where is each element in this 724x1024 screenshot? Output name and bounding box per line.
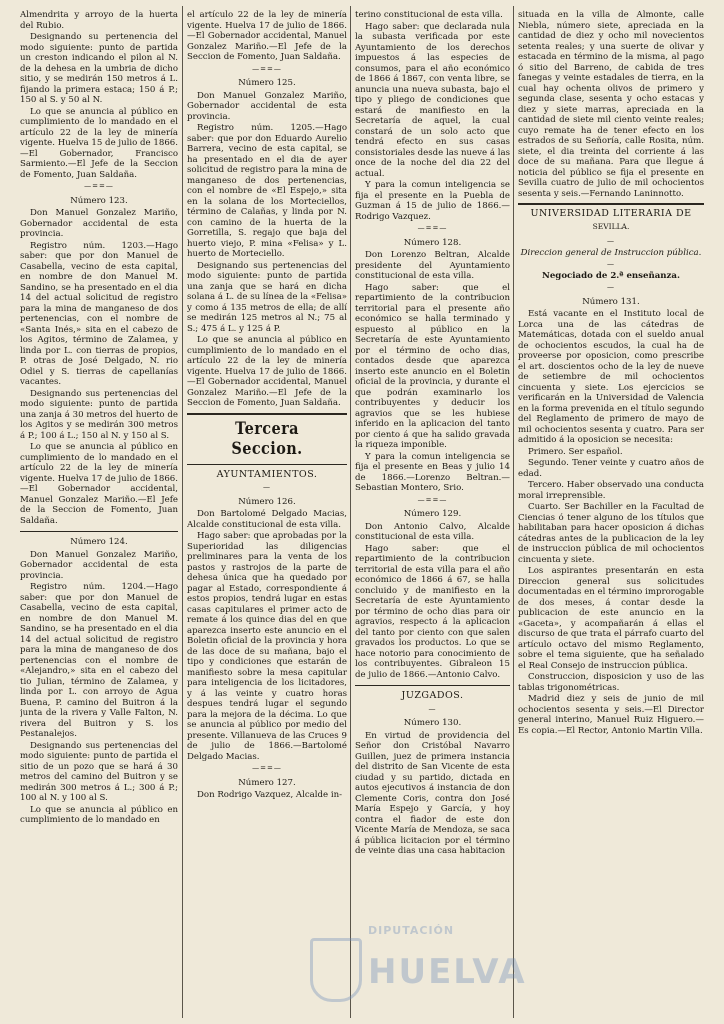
paragraph: Designando sus pertenencias del modo siguiente: punto de partida el sitio de un pozo que se hará á 30 metros del camino del Buitron y se medirán 300 metros á L.; 300 á P.; 100 al N. y 100 al S. [20, 740, 178, 803]
separator: — [607, 260, 615, 268]
notice-number: Número 123. [70, 195, 128, 206]
paragraph: Don Manuel Gonzalez Mariño, Gobernador accidental de esta provincia. [20, 549, 178, 581]
paragraph: Y para la comun inteligencia se fija el presente en Beas y julio 14 de 1866.—Lorenzo Beltran.—Sebastian Montero, Srio. [355, 451, 510, 493]
paragraph: Construccion, disposicion y uso de las tablas trigonométricas. [518, 672, 704, 693]
notice-number: Número 131. [582, 296, 640, 307]
column-rule [350, 6, 351, 1018]
section-subheading: SEVILLA. [592, 221, 630, 231]
notice-number: Número 130. [403, 718, 462, 728]
paragraph: Está vacante en el Instituto local de Lorca una de las cátedras de Matemáticas, dotada con el sueldo anual de ochocientos escudos, la cual ha de proveerse por oposicion, como prescribe el art. doscientos ocho de la ley de nueve de setiembre de mil ochocientos cincuenta y siete. Los ejercicios se verificarán en la Universidad de Valencia en la forma prevenida en el título segundo del Reglamento de primero de mayo de mil ochocientos sesenta y cuatro. Para ser admitido á la oposicion se necesita: [518, 309, 704, 445]
notice-number: Número 127. [238, 777, 296, 788]
paragraph: Don Manuel Gonzalez Mariño, Gobernador accidental de esta provincia. [20, 208, 178, 239]
paragraph: Hago saber: que el repartimiento de la contribucion territorial de esta villa para el año económico de 1866 á 67, se halla concluido y de manifiesto en la Secretaría de este Ayuntamiento por término de ocho dias para oir agravios, respecto á la aplicacion del tanto por ciento con que salen gravados los productos. Lo que se hace notorio para conocimiento de los contribuyentes. Gibraleon 15 de julio de 1866.—Antonio Calvo. [355, 543, 510, 680]
paragraph: Registro núm. 1205.—Hago saber: que por don Eduardo Aurelio Barrera, vecino de esta capital, se ha presentado en el dia de ayer solicitud de registro para la mina de manganeso de dos pertenencias, con el nombre de «El Espejo,» sita en la solana de los Morteciellos, término de Calañas, y linda por N. con camino de la huerta de la Gorretilla, S. regajo que baja del huerto viejo, P. mina «Felisa» y L. huerto de Morteciello. [187, 123, 347, 259]
separator: —==— [252, 64, 282, 73]
paragraph: Registro núm. 1204.—Hago saber: que por don Manuel de Casabella, vecino de esta capital, en nombre de don Manuel M. Sandino, se ha presentado en el dia 14 del actual solicitud de registro para la mina de manganeso de dos pertenencias con el nombre de «Alejandro,» sita en el cabezo del tio Julian, término de Zalamea, y linda por L. con arroyo de Agua Buena, P. camino del Buitron á la junta de la rivera y Valle Falton, N. rivera del Buitron y S. los Pestanalejos. [20, 582, 178, 739]
double-rule [187, 413, 347, 415]
paragraph: Lo que se anuncia al público en cumplimiento de lo mandado en [20, 804, 178, 825]
separator: — [428, 704, 437, 713]
separator: — [607, 283, 615, 291]
paragraph: Hago saber: que declarada nula la subasta verificada por este Ayuntamiento de los derechos impuestos á las especies de consumos, para el año económico de 1866 á 1867, con venta libre, se anuncia una nueva subasta, bajo el tipo y pliego de condiciones que estará de manifiesto en la Secretaría de aquel, la cual constará de un solo acto que tendrá efecto en sus casas consistoriales desde las nueve á las once de la noche del dia 22 del actual. [355, 21, 510, 179]
rule [20, 531, 178, 532]
section-heading: UNIVERSIDAD LITERARIA DE [530, 208, 692, 219]
paragraph: Lo que se anuncia al público en cumplimiento de lo mandado en el artículo 22 de la ley de minería vigente. Huelva 17 de julio de 1866.—El Gobernador accidental, Manuel Gonzalez Mariño.—El Jefe de la Seccion de Fomento, Juan Saldaña. [20, 442, 178, 526]
separator: —==— [84, 182, 114, 190]
paragraph: Don Antonio Calvo, Alcalde constitucional de esta villa. [355, 521, 510, 542]
column-rule [513, 6, 514, 1018]
column-4 [518, 10, 704, 1020]
rule [355, 685, 510, 686]
notice-number: Número 129. [403, 509, 462, 519]
paragraph: terino constitucional de esta villa. [355, 10, 503, 20]
paragraph: Almendrita y arroyo de la huerta del Rubio. [20, 10, 178, 31]
italic-heading: Direccion general de Instruccion pública. [520, 247, 702, 258]
watermark-top: DIPUTACIÓN [368, 924, 455, 937]
separator: —==— [417, 495, 448, 504]
section-heading: AYUNTAMIENTOS. [216, 468, 318, 480]
paragraph: Don Rodrigo Vazquez, Alcalde in- [197, 790, 343, 800]
paragraph: Designando sus pertenencias del modo siguiente: punto de partida una zanja que se hará en dicha solana á L. de su línea de la «Felisa» y como á 135 metros de ella; de allí se medirán 125 metros al N.; 75 al S.; 475 á L. y 125 á P. [187, 260, 347, 334]
paragraph: Tercero. Haber observado una conducta moral irreprensible. [518, 480, 704, 501]
paragraph: Cuarto. Ser Bachiller en la Facultad de Ciencias ó tener alguno de los títulos que habilitaban para hacer oposicion á dichas cátedras antes de la publicacion de la ley de instruccion pública de mil ochocientos cincuenta y siete. [518, 502, 704, 565]
paragraph: Designando su pertenencia del modo siguiente: punto de partida un creston indicando el pilon al N. de la dehesa en la umbria de dicho sitio, y se medirán 150 metros á L. fijando la primera estaca; 150 á P.; 150 al S. y 50 al N. [20, 32, 178, 105]
bold-heading: Negociado de 2.ª enseñanza. [541, 270, 680, 281]
paragraph: Y para la comun inteligencia se fija el presente en la Puebla de Guzman á 15 de julio de 1866.—Rodrigo Vazquez. [355, 180, 510, 222]
paragraph: Hago saber: que aprobadas por la Superioridad las diligencias preliminares para la venta de los pastos y rastrojos de la parte de dehesa única que ha quedado por pagar al Estado, correspondiente á estos propios, tendrá lugar en estas casas capitulares el primer acto de remate á los quince dias del en que aparezca inserto este anuncio en el Boletin oficial de la provincia y hora de las doce de su mañana, bajo el tipo y condiciones que estarán de manifiesto sobre la mesa capitular para inteligencia de los licitadores, y á las veinte y cuatro horas despues tendrá lugar el segundo para la mejora de la décima. Lo que se anuncia al público por medio del presente. Villanueva de las Cruces 9 de julio de 1866.—Bartolomé Delgado Macias. [187, 531, 347, 762]
column-2 [187, 10, 347, 1020]
notice-number: Número 128. [403, 237, 462, 248]
paragraph: Designando sus pertenencias del modo siguiente: punto de partida una zanja á 30 metros del huerto de los Agitos y se medirán 300 metros á P.; 100 á L.; 150 al N. y 150 al S. [20, 388, 178, 441]
rule [187, 464, 347, 465]
paragraph: Primero. Ser español. [528, 446, 623, 457]
paragraph: Hago saber: que el repartimiento de la contribucion territorial para el presente año económico se halla terminado y espuesto al público en la Secretaría de este Ayuntamiento por el término de ocho dias, contados desde que aparezca inserto este anuncio en el Boletin oficial de la provincia, y durante el que podrán examinarlo los contribuyentes y deducir los agravios que se les hubiese inferido en la aplicacion del tanto por ciento á que ha salido gravada la riqueza imponible. [355, 282, 510, 450]
column-rule [182, 6, 183, 1018]
paragraph: Registro núm. 1203.—Hago saber: que por don Manuel de Casabella, vecino de esta capital, en nombre de don Manuel M. Sandino, se ha presentado en el dia 14 del actual solicitud de registro para la mina de manganeso de dos pertenencias, con el nombre de «Santa Inés,» sita en el cabezo de los Agitos, término de Zalamea, y linda por L. con tierras de propios, P. otras de José Delgado, N. rio Odiel y S. tierras de capellanías vacantes. [20, 240, 178, 387]
separator: — [607, 237, 615, 245]
paragraph: Don Bartolomé Delgado Macias, Alcalde constitucional de esta villa. [187, 509, 347, 530]
notice-number: Número 126. [238, 496, 296, 507]
section-heading: JUZGADOS. [401, 690, 464, 701]
notice-number: Número 125. [238, 78, 296, 88]
separator: —==— [252, 764, 282, 772]
column-1 [20, 10, 178, 1020]
archive-watermark [310, 918, 527, 1018]
paragraph: Lo que se anuncia al público en cumplimiento de lo mandado en el artículo 22 de la ley de minería vigente. Huelva 17 de julio de 1866.—El Gobernador accidental, Manuel Gonzalez Mariño.—El Jefe de la Seccion de Fomento, Juan Saldaña. [187, 335, 347, 408]
shield-icon [310, 938, 362, 1002]
paragraph: Los aspirantes presentarán en esta Direccion general sus solicitudes documentadas en el término improrogable de dos meses, á contar desde la publicacion de este anuncio en la «Gaceta», y acompañarán á ellas el discurso de que trata el párrafo cuarto del artículo octavo del mismo Reglamento, sobre el tema siguiente, que ha señalado el Real Consejo de instruccion pública. [518, 566, 704, 671]
paragraph: situada en la villa de Almonte, calle Niebla, número siete, apreciada en la cantidad de diez y ocho mil novecientos setenta reales; y una suerte de olivar y estacada en término de la misma, al pago ó sitio del Barreno, de cabida de tres fanegas y veinte estadales de tierra, en la cual hay ochenta olivos de primero y segunda clase, sesenta y ocho estacas y diez y siete marras, apreciada en la cantidad de siete mil ciento veinte reales; cuyo remate ha de tener efecto en los estrados de su Señoría, calle Rosita, núm. siete, el dia treinta del corriente á las doce de su mañana. Para que llegue á noticia del público se fija el presente en Sevilla cuatro de julio de mil ochocientos sesenta y seis.—Fernando Laninnotto. [518, 10, 704, 199]
watermark-word: HUELVA [368, 952, 527, 992]
paragraph: En virtud de providencia del Señor don Cristóbal Navarro Guillen, juez de primera instancia del distrito de San Vicente de esta ciudad y su partido, dictada en autos ejecutivos á instancia de don Clemente Coris, contra don José María Espejo y García, y hoy contra el fiador de este don Vicente María de Mendoza, se saca á pública licitacion por el término de veinte dias una casa habitacion [355, 730, 510, 856]
separator: — [263, 483, 271, 491]
paragraph: Don Manuel Gonzalez Mariño, Gobernador accidental de esta provincia. [187, 90, 347, 122]
section-title: Tercera Seccion. [231, 418, 303, 459]
paragraph: Madrid diez y seis de junio de mil ochocientos sesenta y seis.—El Director general interino, Manuel Ruiz Higuero.—Es copia.—El Rector, Antonio Martin Villa. [518, 694, 704, 736]
double-rule [518, 203, 704, 205]
separator: —==— [417, 224, 448, 232]
column-3 [355, 10, 510, 1020]
paragraph: el artículo 22 de la ley de minería vigente. Huelva 17 de julio de 1866.—El Gobernador accidental, Manuel Gonzalez Mariño.—El Jefe de la Seccion de Fomento, Juan Saldaña. [187, 10, 347, 62]
paragraph: Lo que se anuncia al público en cumplimiento de lo mandado en el artículo 22 de la ley de minería vigente. Huelva 15 de julio de 1866.—El Gobernador, Francisco Sarmiento.—El Jefe de la Seccion de Fomento, Juan Saldaña. [20, 106, 178, 180]
paragraph: Don Lorenzo Beltran, Alcalde presidente del Ayuntamiento constitucional de esta villa. [355, 250, 510, 281]
paragraph: Segundo. Tener veinte y cuatro años de edad. [518, 458, 704, 479]
notice-number: Número 124. [70, 537, 128, 547]
